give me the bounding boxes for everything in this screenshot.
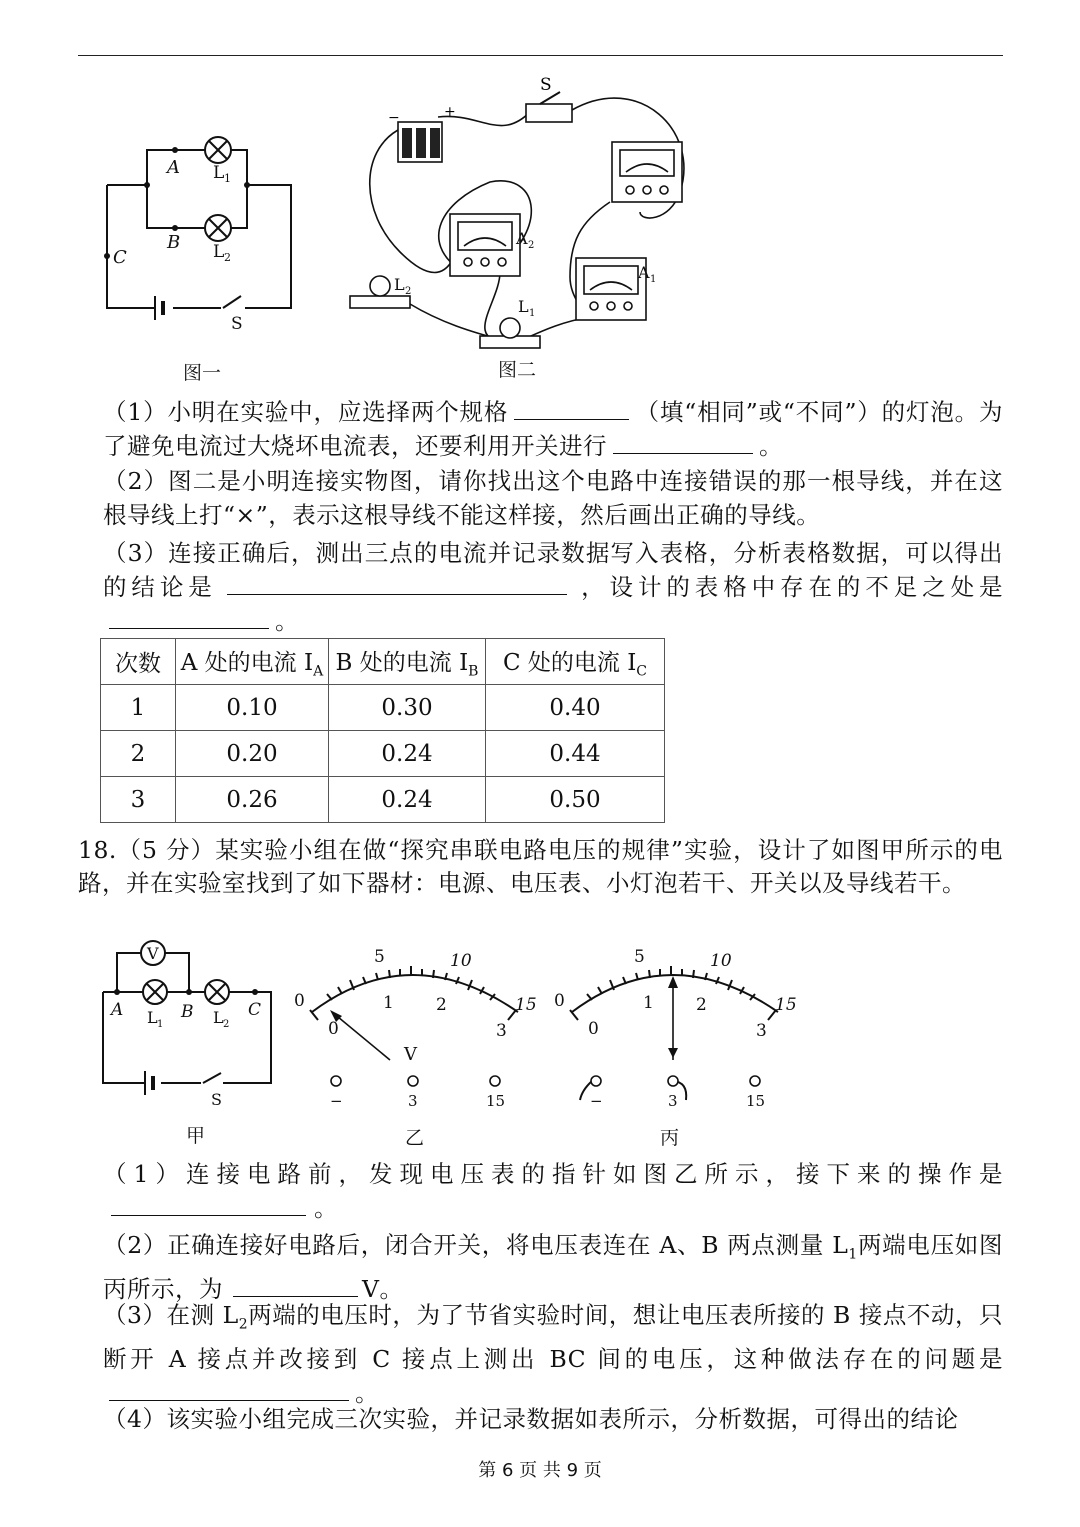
figure-yi-voltmeter (290, 940, 540, 1115)
svg-text:2: 2 (223, 1019, 230, 1030)
svg-text:2: 2 (224, 251, 231, 264)
label-l2: L (213, 242, 225, 262)
q17-part2: （2）图二是小明连接实物图，请你找出这个电路中连接错误的那一根导线，并在这根导线上打“×”，表示这根导线不能这样接，然后画出正确的导线。 (103, 467, 1003, 529)
svg-text:2: 2 (436, 995, 447, 1015)
q18-intro: 18.（5 分）某实验小组在做“探究串联电路电压的规律”实验，设计了如图甲所示的电路，并在实验室找到了如下器材：电源、电压表、小灯泡若干、开关以及导线若干。 (78, 836, 1003, 897)
svg-text:0: 0 (554, 991, 565, 1011)
svg-text:5: 5 (374, 947, 385, 967)
svg-text:−: − (590, 1092, 603, 1110)
answer-blank[interactable] (233, 1274, 358, 1297)
table-header: A 处的电流 $I_A$ (176, 639, 329, 685)
label-a: A (167, 157, 180, 178)
q17-part3: （3）连接正确后，测出三点的电流并记录数据写入表格，分析表格数据，可以得出的结论是 ，设计的表格中存在的不足之处是。 (103, 539, 1004, 635)
svg-text:2: 2 (696, 995, 707, 1015)
figure-1-circuit (95, 130, 305, 340)
svg-text:10: 10 (710, 951, 732, 971)
svg-text:2: 2 (405, 286, 412, 297)
svg-text:L: L (213, 1008, 224, 1027)
svg-text:1: 1 (383, 993, 394, 1013)
q18-part1: （1）连接电路前，发现电压表的指针如图乙所示，接下来的操作是。 (103, 1160, 1003, 1222)
table-header-row (101, 639, 665, 685)
svg-text:L: L (394, 275, 405, 294)
svg-text:2: 2 (528, 240, 535, 251)
table-row: 2 0.20 0.24 0.44 (101, 731, 665, 777)
table-row: 1 0.10 0.30 0.40 (101, 685, 665, 731)
svg-text:1: 1 (529, 308, 536, 319)
svg-text:1: 1 (650, 274, 657, 285)
svg-text:0: 0 (294, 991, 305, 1011)
q17-part1: （1）小明在实验中，应选择两个规格 （填“相同”或“不同”）的灯泡。为了避免电流过大烧坏电流表，还要利用开关进行 。 (103, 398, 1004, 460)
svg-text:1: 1 (157, 1019, 164, 1030)
ammeter-a1-icon (576, 258, 646, 320)
table-header: B 处的电流 $I_B$ (329, 639, 486, 685)
figure-yi-caption: 乙 (405, 1127, 425, 1149)
svg-text:A: A (111, 1000, 124, 1020)
label-l1: L (213, 163, 225, 183)
figure-2-wiring (340, 72, 700, 357)
svg-text:+: + (444, 104, 456, 120)
table-row: 3 0.26 0.24 0.50 (101, 777, 665, 823)
svg-text:A: A (638, 263, 650, 282)
label-b: B (167, 232, 181, 253)
bulb-l1-icon (480, 318, 540, 348)
ammeter-top-icon (612, 142, 682, 202)
switch-icon (526, 75, 572, 122)
svg-text:L: L (518, 297, 529, 316)
q18-part3: （3）在测 $L_2$两端的电压时，为了节省实验时间，想让电压表所接的 B 接点不动，只断开 A 接点并改接到 C 接点上测出 BC 间的电压，这种做法存在的问题是。 (103, 1301, 1003, 1407)
svg-text:0: 0 (588, 1019, 599, 1039)
label-c: C (113, 247, 127, 268)
label-s: S (231, 314, 243, 334)
header-rule (78, 55, 1003, 56)
figure-bing-voltmeter (550, 940, 805, 1115)
table-header: 次数 (101, 639, 176, 685)
figure-jia-caption: 甲 (186, 1125, 206, 1147)
svg-text:S: S (540, 75, 552, 95)
svg-text:0: 0 (328, 1019, 339, 1039)
svg-text:3: 3 (668, 1092, 678, 1110)
ammeter-a2-icon (450, 214, 520, 276)
svg-text:−: − (330, 1092, 343, 1110)
answer-blank[interactable] (111, 1193, 306, 1216)
svg-text:L: L (147, 1008, 158, 1027)
svg-text:3: 3 (496, 1021, 507, 1041)
answer-blank[interactable] (109, 1378, 349, 1401)
answer-blank[interactable] (613, 431, 753, 454)
svg-text:1: 1 (643, 993, 654, 1013)
page-footer: 第 6 页 共 9 页 (478, 1460, 602, 1481)
svg-text:B: B (181, 1002, 194, 1022)
figure-1-caption: 图一 (183, 362, 222, 384)
q18-part4: （4）该实验小组完成三次实验，并记录数据如表所示，分析数据，可得出的结论 (103, 1405, 959, 1433)
battery-icon (388, 104, 456, 162)
svg-text:10: 10 (450, 951, 472, 971)
svg-text:15: 15 (775, 995, 797, 1015)
svg-text:C: C (248, 1000, 262, 1020)
answer-blank[interactable] (514, 397, 629, 420)
svg-text:15: 15 (746, 1092, 766, 1110)
table-header: C 处的电流 $I_C$ (486, 639, 665, 685)
svg-text:S: S (211, 1090, 222, 1109)
svg-text:15: 15 (486, 1092, 506, 1110)
svg-text:1: 1 (224, 172, 231, 185)
svg-text:3: 3 (756, 1021, 767, 1041)
answer-blank[interactable] (109, 606, 269, 629)
svg-text:−: − (388, 110, 400, 126)
svg-text:15: 15 (515, 995, 537, 1015)
q18-part2: （2）正确连接好电路后，闭合开关，将电压表连在 A、B 两点测量 $L_1$两端电压如图丙所示，为 V。 (103, 1231, 1003, 1303)
answer-blank[interactable] (227, 572, 567, 595)
figure-2-caption: 图二 (498, 359, 537, 381)
voltmeter-v: V (147, 944, 159, 963)
svg-text:3: 3 (408, 1092, 418, 1110)
current-table (100, 638, 665, 823)
svg-text:V: V (404, 1044, 417, 1065)
figure-bing-caption: 丙 (660, 1127, 680, 1149)
figure-jia-circuit (95, 935, 280, 1109)
svg-text:A: A (516, 229, 528, 248)
svg-text:5: 5 (634, 947, 645, 967)
